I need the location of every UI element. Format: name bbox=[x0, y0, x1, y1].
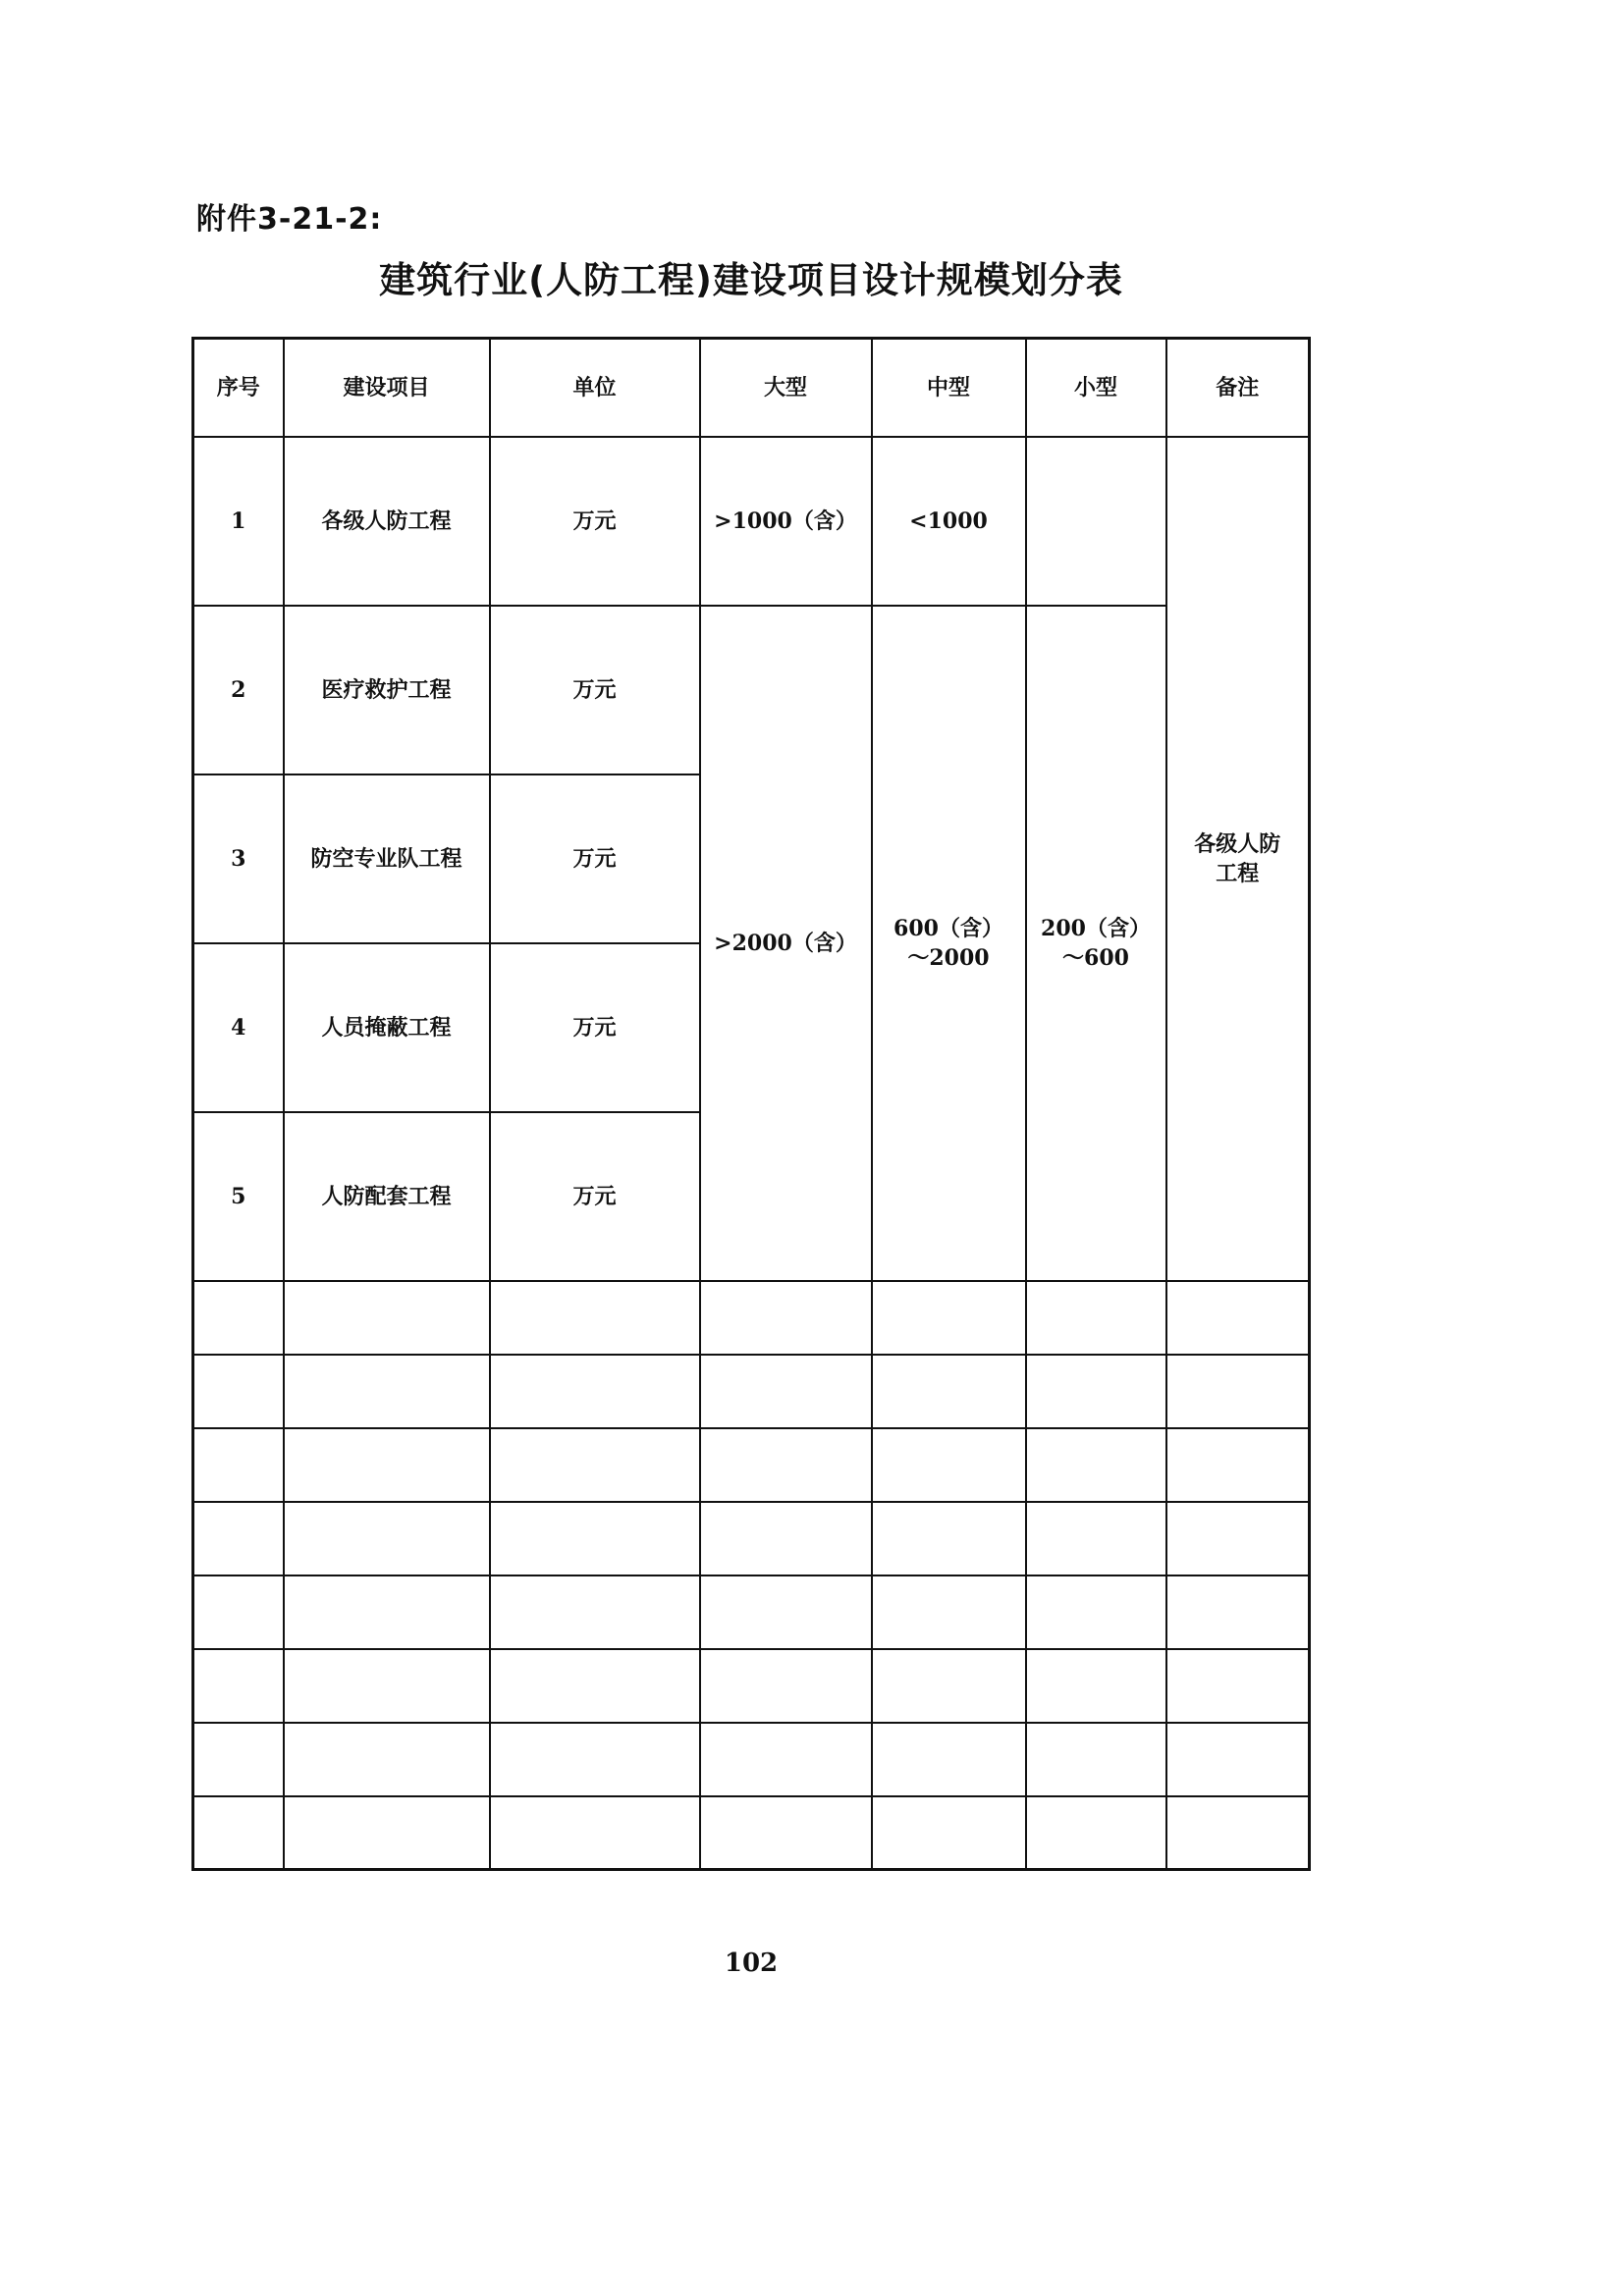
header-index: 序号 bbox=[193, 339, 284, 437]
header-large: 大型 bbox=[700, 339, 872, 437]
empty-table-row bbox=[193, 1502, 1310, 1575]
row-index: 5 bbox=[193, 1112, 284, 1281]
header-project: 建设项目 bbox=[284, 339, 490, 437]
row1-large-value: >1000（含） bbox=[700, 437, 872, 606]
empty-table-row bbox=[193, 1796, 1310, 1870]
row-unit: 万元 bbox=[490, 774, 700, 943]
row1-medium-value: <1000 bbox=[872, 437, 1026, 606]
row-project: 人防配套工程 bbox=[284, 1112, 490, 1281]
row-index: 4 bbox=[193, 943, 284, 1112]
row-index: 2 bbox=[193, 606, 284, 774]
remarks-cell bbox=[1166, 437, 1310, 1281]
empty-table-row bbox=[193, 1355, 1310, 1428]
empty-table-row bbox=[193, 1649, 1310, 1723]
group-small-line-1: 200（含） bbox=[1041, 915, 1151, 941]
table-row bbox=[193, 606, 1310, 774]
page-number: 102 bbox=[724, 1949, 779, 1978]
group-medium-cell bbox=[872, 606, 1026, 1281]
remarks-line-1: 各级人防 bbox=[1194, 830, 1281, 857]
row1-small-value bbox=[1026, 437, 1166, 606]
empty-table-row bbox=[193, 1575, 1310, 1649]
row-project: 防空专业队工程 bbox=[284, 774, 490, 943]
page-title: 建筑行业(人防工程)建设项目设计规模划分表 bbox=[379, 259, 1123, 301]
empty-table-row bbox=[193, 1428, 1310, 1502]
row-index: 3 bbox=[193, 774, 284, 943]
row-project: 人员掩蔽工程 bbox=[284, 943, 490, 1112]
header-unit: 单位 bbox=[490, 339, 700, 437]
empty-table-row bbox=[193, 1281, 1310, 1355]
row-unit: 万元 bbox=[490, 1112, 700, 1281]
header-small: 小型 bbox=[1026, 339, 1166, 437]
row-unit: 万元 bbox=[490, 943, 700, 1112]
group-medium-line-2: ～2000 bbox=[907, 944, 990, 971]
row-unit: 万元 bbox=[490, 606, 700, 774]
header-medium: 中型 bbox=[872, 339, 1026, 437]
row-unit: 万元 bbox=[490, 437, 700, 606]
scale-classification-table bbox=[191, 337, 1311, 1871]
header-remarks: 备注 bbox=[1166, 339, 1310, 437]
table-header-row bbox=[193, 339, 1310, 437]
group-small-line-2: ～600 bbox=[1062, 944, 1129, 971]
remarks-line-2: 工程 bbox=[1216, 860, 1260, 886]
group-large-value: >2000（含） bbox=[700, 606, 872, 1281]
row-project: 医疗救护工程 bbox=[284, 606, 490, 774]
group-small-cell bbox=[1026, 606, 1166, 1281]
group-medium-line-1: 600（含） bbox=[893, 915, 1003, 941]
row-project: 各级人防工程 bbox=[284, 437, 490, 606]
attachment-label: 附件3-21-2: bbox=[196, 202, 383, 237]
row-index: 1 bbox=[193, 437, 284, 606]
table-row bbox=[193, 437, 1310, 606]
empty-table-row bbox=[193, 1723, 1310, 1796]
